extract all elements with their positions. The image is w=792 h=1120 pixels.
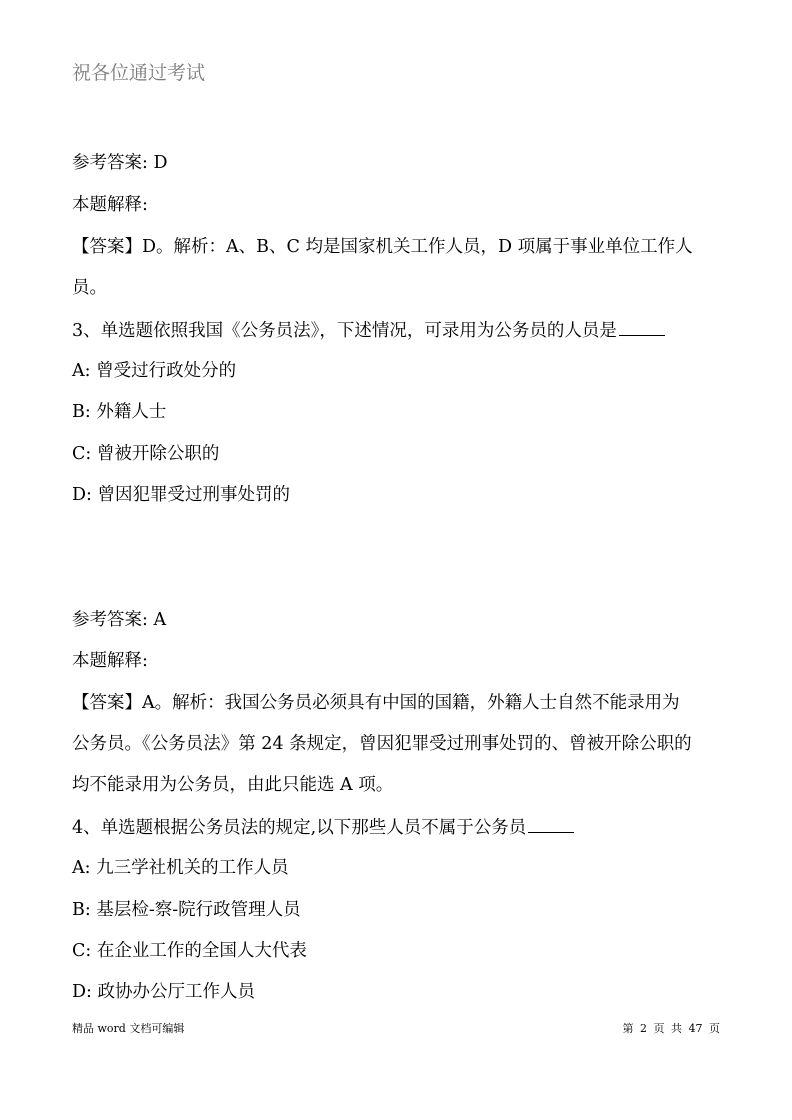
q3-explanation-line-2: 公务员。《公务员法》第 24 条规定，曾因犯罪受过刑事处罚的、曾被开除公职的 <box>72 734 692 754</box>
q2-explanation-heading: 本题解释: <box>72 195 148 215</box>
q3-answer-blank <box>619 318 665 336</box>
q3-answer-label: 参考答案: A <box>72 610 167 630</box>
q3-question-text: 3、单选题依照我国《公务员法》，下述情况，可录用为公务员的人员是 <box>72 321 617 341</box>
q2-explanation-line-1: 【答案】D。解析：A、B、C 均是国家机关工作人员，D 项属于事业单位工作人 <box>72 237 693 257</box>
q3-option-a: A: 曾受过行政处分的 <box>72 361 237 381</box>
q4-question-text: 4、单选题根据公务员法的规定,以下那些人员不属于公务员 <box>72 818 527 838</box>
page-header-text: 祝各位通过考试 <box>72 62 206 84</box>
q3-explanation-line-3: 均不能录用为公务员，由此只能选 A 项。 <box>72 775 394 795</box>
footer-page-number: 第 2 页 共 47 页 <box>622 1022 720 1035</box>
q3-option-d: D: 曾因犯罪受过刑事处罚的 <box>72 485 290 505</box>
q3-option-c: C: 曾被开除公职的 <box>72 444 220 464</box>
q4-question <box>72 815 574 839</box>
q3-question <box>72 318 665 342</box>
q4-option-c: C: 在企业工作的全国人大代表 <box>72 941 307 961</box>
q4-option-d: D: 政协办公厅工作人员 <box>72 982 255 1002</box>
q2-answer-label: 参考答案: D <box>72 153 168 173</box>
q3-explanation-line-1: 【答案】A。解析：我国公务员必须具有中国的国籍，外籍人士自然不能录用为 <box>72 693 680 713</box>
q3-explanation-heading: 本题解释: <box>72 651 148 671</box>
q2-explanation-line-2: 员。 <box>72 278 107 298</box>
q4-option-b: B: 基层检-察-院行政管理人员 <box>72 900 301 920</box>
q4-option-a: A: 九三学社机关的工作人员 <box>72 858 289 878</box>
q3-option-b: B: 外籍人士 <box>72 402 167 422</box>
footer-document-note: 精品 word 文档可编辑 <box>72 1022 185 1035</box>
q4-answer-blank <box>528 815 574 833</box>
